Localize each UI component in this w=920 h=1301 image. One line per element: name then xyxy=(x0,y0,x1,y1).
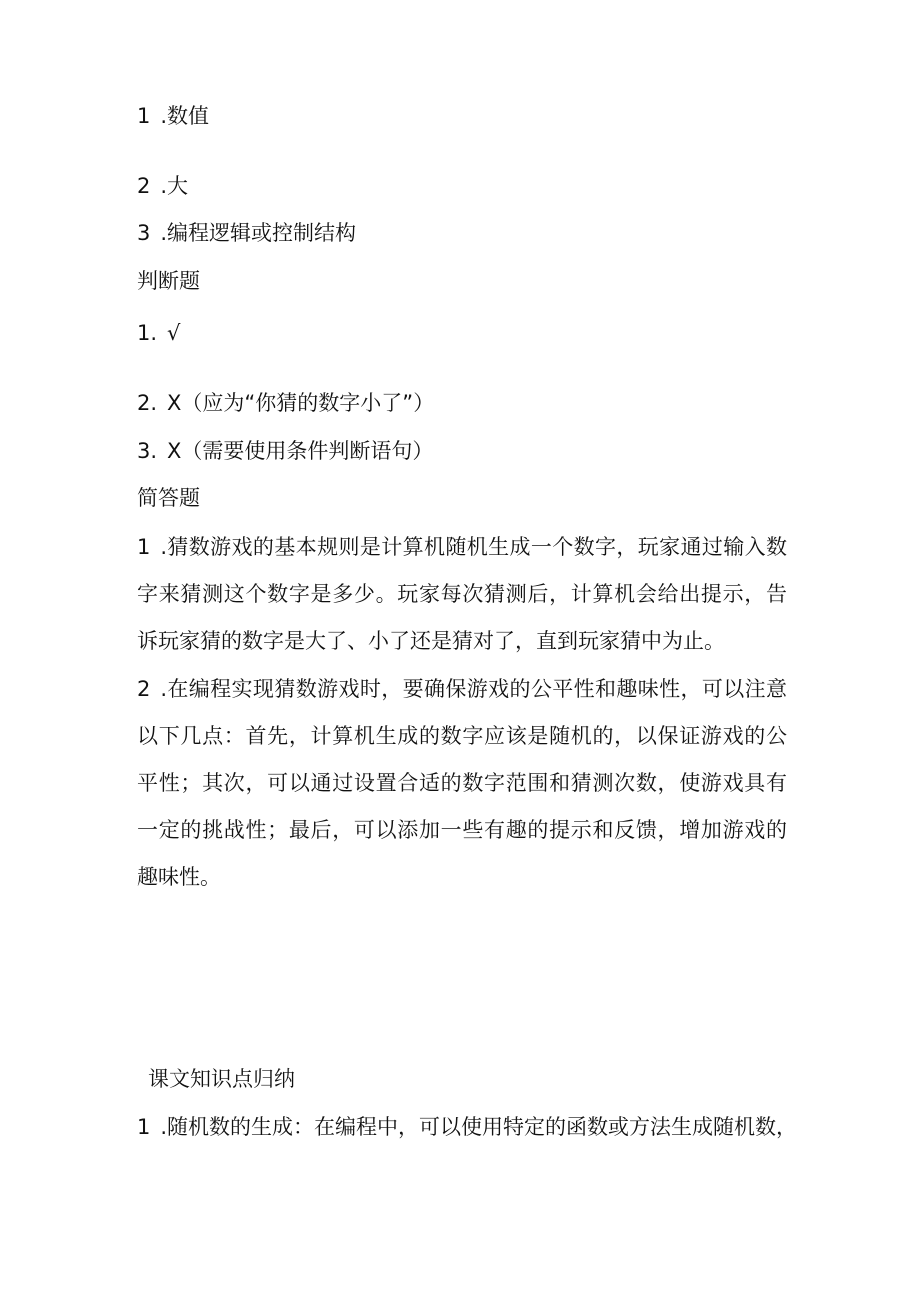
item-text: .数值 xyxy=(160,104,210,128)
judgment-item-1 xyxy=(137,320,180,346)
knowledge-item-1 xyxy=(137,1114,797,1140)
item-number: 1 xyxy=(137,535,151,559)
fill-answer-2 xyxy=(137,173,188,199)
fill-answer-1 xyxy=(137,103,209,129)
section-heading-short-answer: 简答题 xyxy=(137,486,200,510)
item-text: .随机数的生成：在编程中，可以使用特定的函数或方法生成随机数， xyxy=(160,1115,798,1139)
section-heading-knowledge: 课文知识点归纳 xyxy=(148,1067,295,1091)
item-text: √ xyxy=(167,321,181,345)
judgment-item-2 xyxy=(137,390,434,416)
item-number: 2 xyxy=(137,677,151,701)
short-answer-item-2 xyxy=(137,666,787,901)
item-text: .大 xyxy=(160,174,189,198)
item-number: 2. xyxy=(137,391,158,415)
judgment-item-3 xyxy=(137,438,433,464)
item-text: X（需要使用条件判断语句） xyxy=(167,439,434,463)
item-text: X（应为“你猜的数字小了”） xyxy=(167,391,435,415)
item-text: .在编程实现猜数游戏时，要确保游戏的公平性和趣味性，可以注意以下几点：首先，计算机生成的数字应该是随机的，以保证游戏的公平性；其次，可以通过设置合适的数字范围和猜测次数，使游戏具有一定的挑战性；最后，可以添加一些有趣的提示和反馈，增加游戏的趣味性。 xyxy=(137,677,787,889)
item-number: 2 xyxy=(137,174,151,198)
item-number: 1 xyxy=(137,104,151,128)
item-number: 1. xyxy=(137,321,158,345)
fill-answer-3 xyxy=(137,220,356,246)
item-number: 3. xyxy=(137,439,158,463)
item-number: 1 xyxy=(137,1115,151,1139)
short-answer-item-1 xyxy=(137,524,787,665)
item-number: 3 xyxy=(137,221,151,245)
item-text: .猜数游戏的基本规则是计算机随机生成一个数字，玩家通过输入数字来猜测这个数字是多少。玩家每次猜测后，计算机会给出提示，告诉玩家猜的数字是大了、小了还是猜对了，直到玩家猜中为止。 xyxy=(137,535,787,653)
section-heading-judgment: 判断题 xyxy=(137,269,200,293)
item-text: .编程逻辑或控制结构 xyxy=(160,221,357,245)
